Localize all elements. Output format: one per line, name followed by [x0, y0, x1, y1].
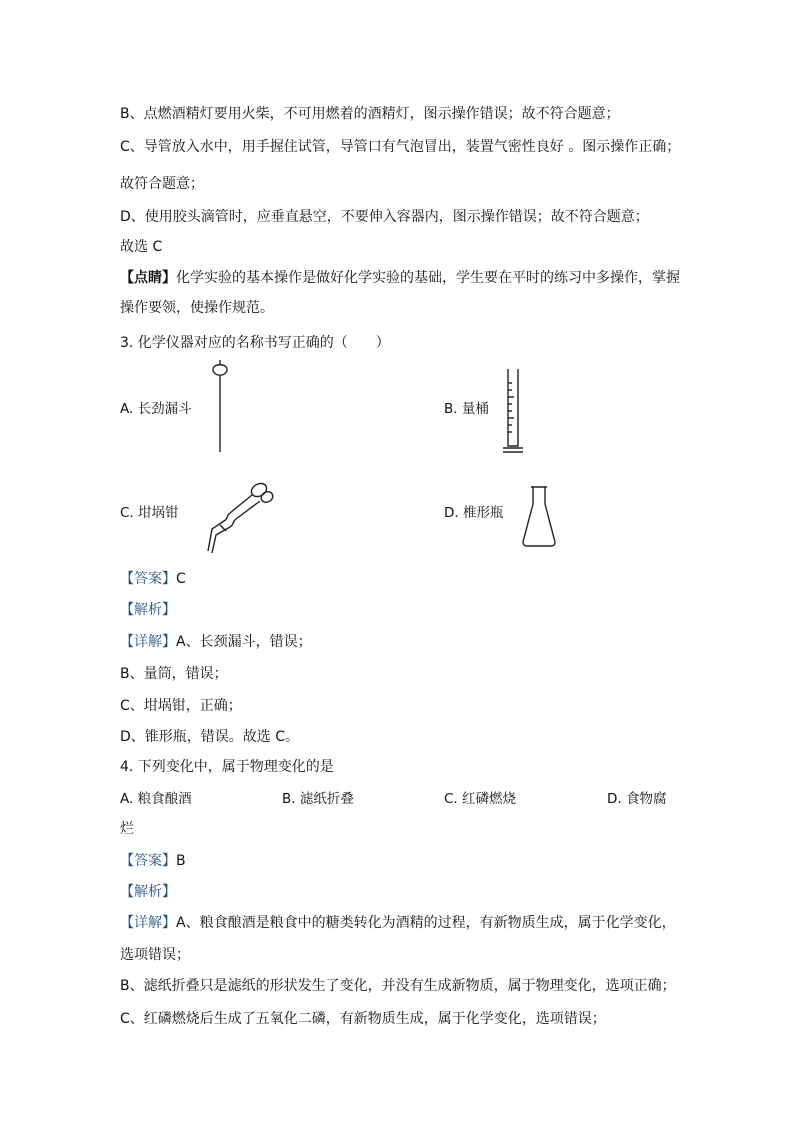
answer-value: B: [176, 853, 186, 869]
text-line: B、量筒，错误；: [120, 666, 228, 682]
tip-tag: 【点睛】: [120, 270, 176, 286]
crucible-tongs-icon: [200, 475, 278, 555]
analysis-tag: 【解析】: [120, 884, 176, 900]
q3-option-c: C. 坩埚钳: [120, 505, 179, 521]
text-line: C、坩埚钳，正确；: [120, 698, 242, 714]
long-neck-funnel-icon: [208, 360, 232, 454]
q3-option-a: A. 长劲漏斗: [120, 401, 192, 417]
detail-text: A、长颈漏斗，错误；: [176, 634, 312, 650]
answer-value: C: [176, 571, 186, 587]
q4-option-a: A. 粮食酿酒: [120, 791, 192, 807]
text-line: C、红磷燃烧后生成了五氧化二磷，有新物质生成，属于化学变化，选项错误；: [120, 1011, 606, 1027]
text-line: 操作要领，使操作规范。: [120, 300, 274, 316]
q3-option-d: D. 椎形瓶: [444, 505, 504, 521]
q3-detail-line: [120, 632, 312, 652]
text-line: D、锥形瓶，错误。故选 C。: [120, 729, 300, 745]
answer-tag: 【答案】: [120, 571, 176, 587]
detail-tag: 【详解】: [120, 634, 176, 650]
q4-option-c: C. 红磷燃烧: [444, 791, 517, 807]
tip-text: 化学实验的基本操作是做好化学实验的基础，学生要在平时的练习中多操作，掌握: [176, 270, 680, 286]
graduated-cylinder-icon: [500, 368, 526, 454]
text-line: 故符合题意；: [120, 176, 204, 192]
q4-option-b: B. 滤纸折叠: [282, 791, 354, 807]
text-line: B、点燃酒精灯要用火柴，不可用燃着的酒精灯，图示操作错误；故不符合题意；: [120, 106, 620, 122]
q3-option-b: B. 量桶: [444, 401, 489, 417]
answer-tag: 【答案】: [120, 853, 176, 869]
q3-answer-line: [120, 569, 186, 589]
q4-option-d-wrap: 烂: [120, 821, 134, 837]
conical-flask-icon: [520, 484, 558, 550]
detail-tag: 【详解】: [120, 915, 176, 931]
text-line: 故选 C: [120, 239, 163, 255]
text-line: 选项错误；: [120, 947, 190, 963]
question-3-stem: 3. 化学仪器对应的名称书写正确的（ ）: [120, 335, 390, 351]
q4-option-d: D. 食物腐: [607, 791, 667, 807]
analysis-tag: 【解析】: [120, 602, 176, 618]
text-line: D、使用胶头滴管时，应垂直悬空，不要伸入容器内，图示操作错误；故不符合题意；: [120, 209, 649, 225]
q4-answer-line: [120, 851, 186, 871]
text-line: B、滤纸折叠只是滤纸的形状发生了变化，并没有生成新物质，属于物理变化，选项正确；: [120, 978, 676, 994]
detail-text: A、粮食酿酒是粮食中的糖类转化为酒精的过程，有新物质生成，属于化学变化，: [176, 915, 676, 931]
text-line: C、导管放入水中，用手握住试管，导管口有气泡冒出，装置气密性良好 。图示操作正确；: [120, 139, 681, 155]
q4-detail-line: [120, 913, 676, 933]
question-4-stem: 4. 下列变化中，属于物理变化的是: [120, 759, 334, 775]
tip-line: [120, 268, 680, 288]
